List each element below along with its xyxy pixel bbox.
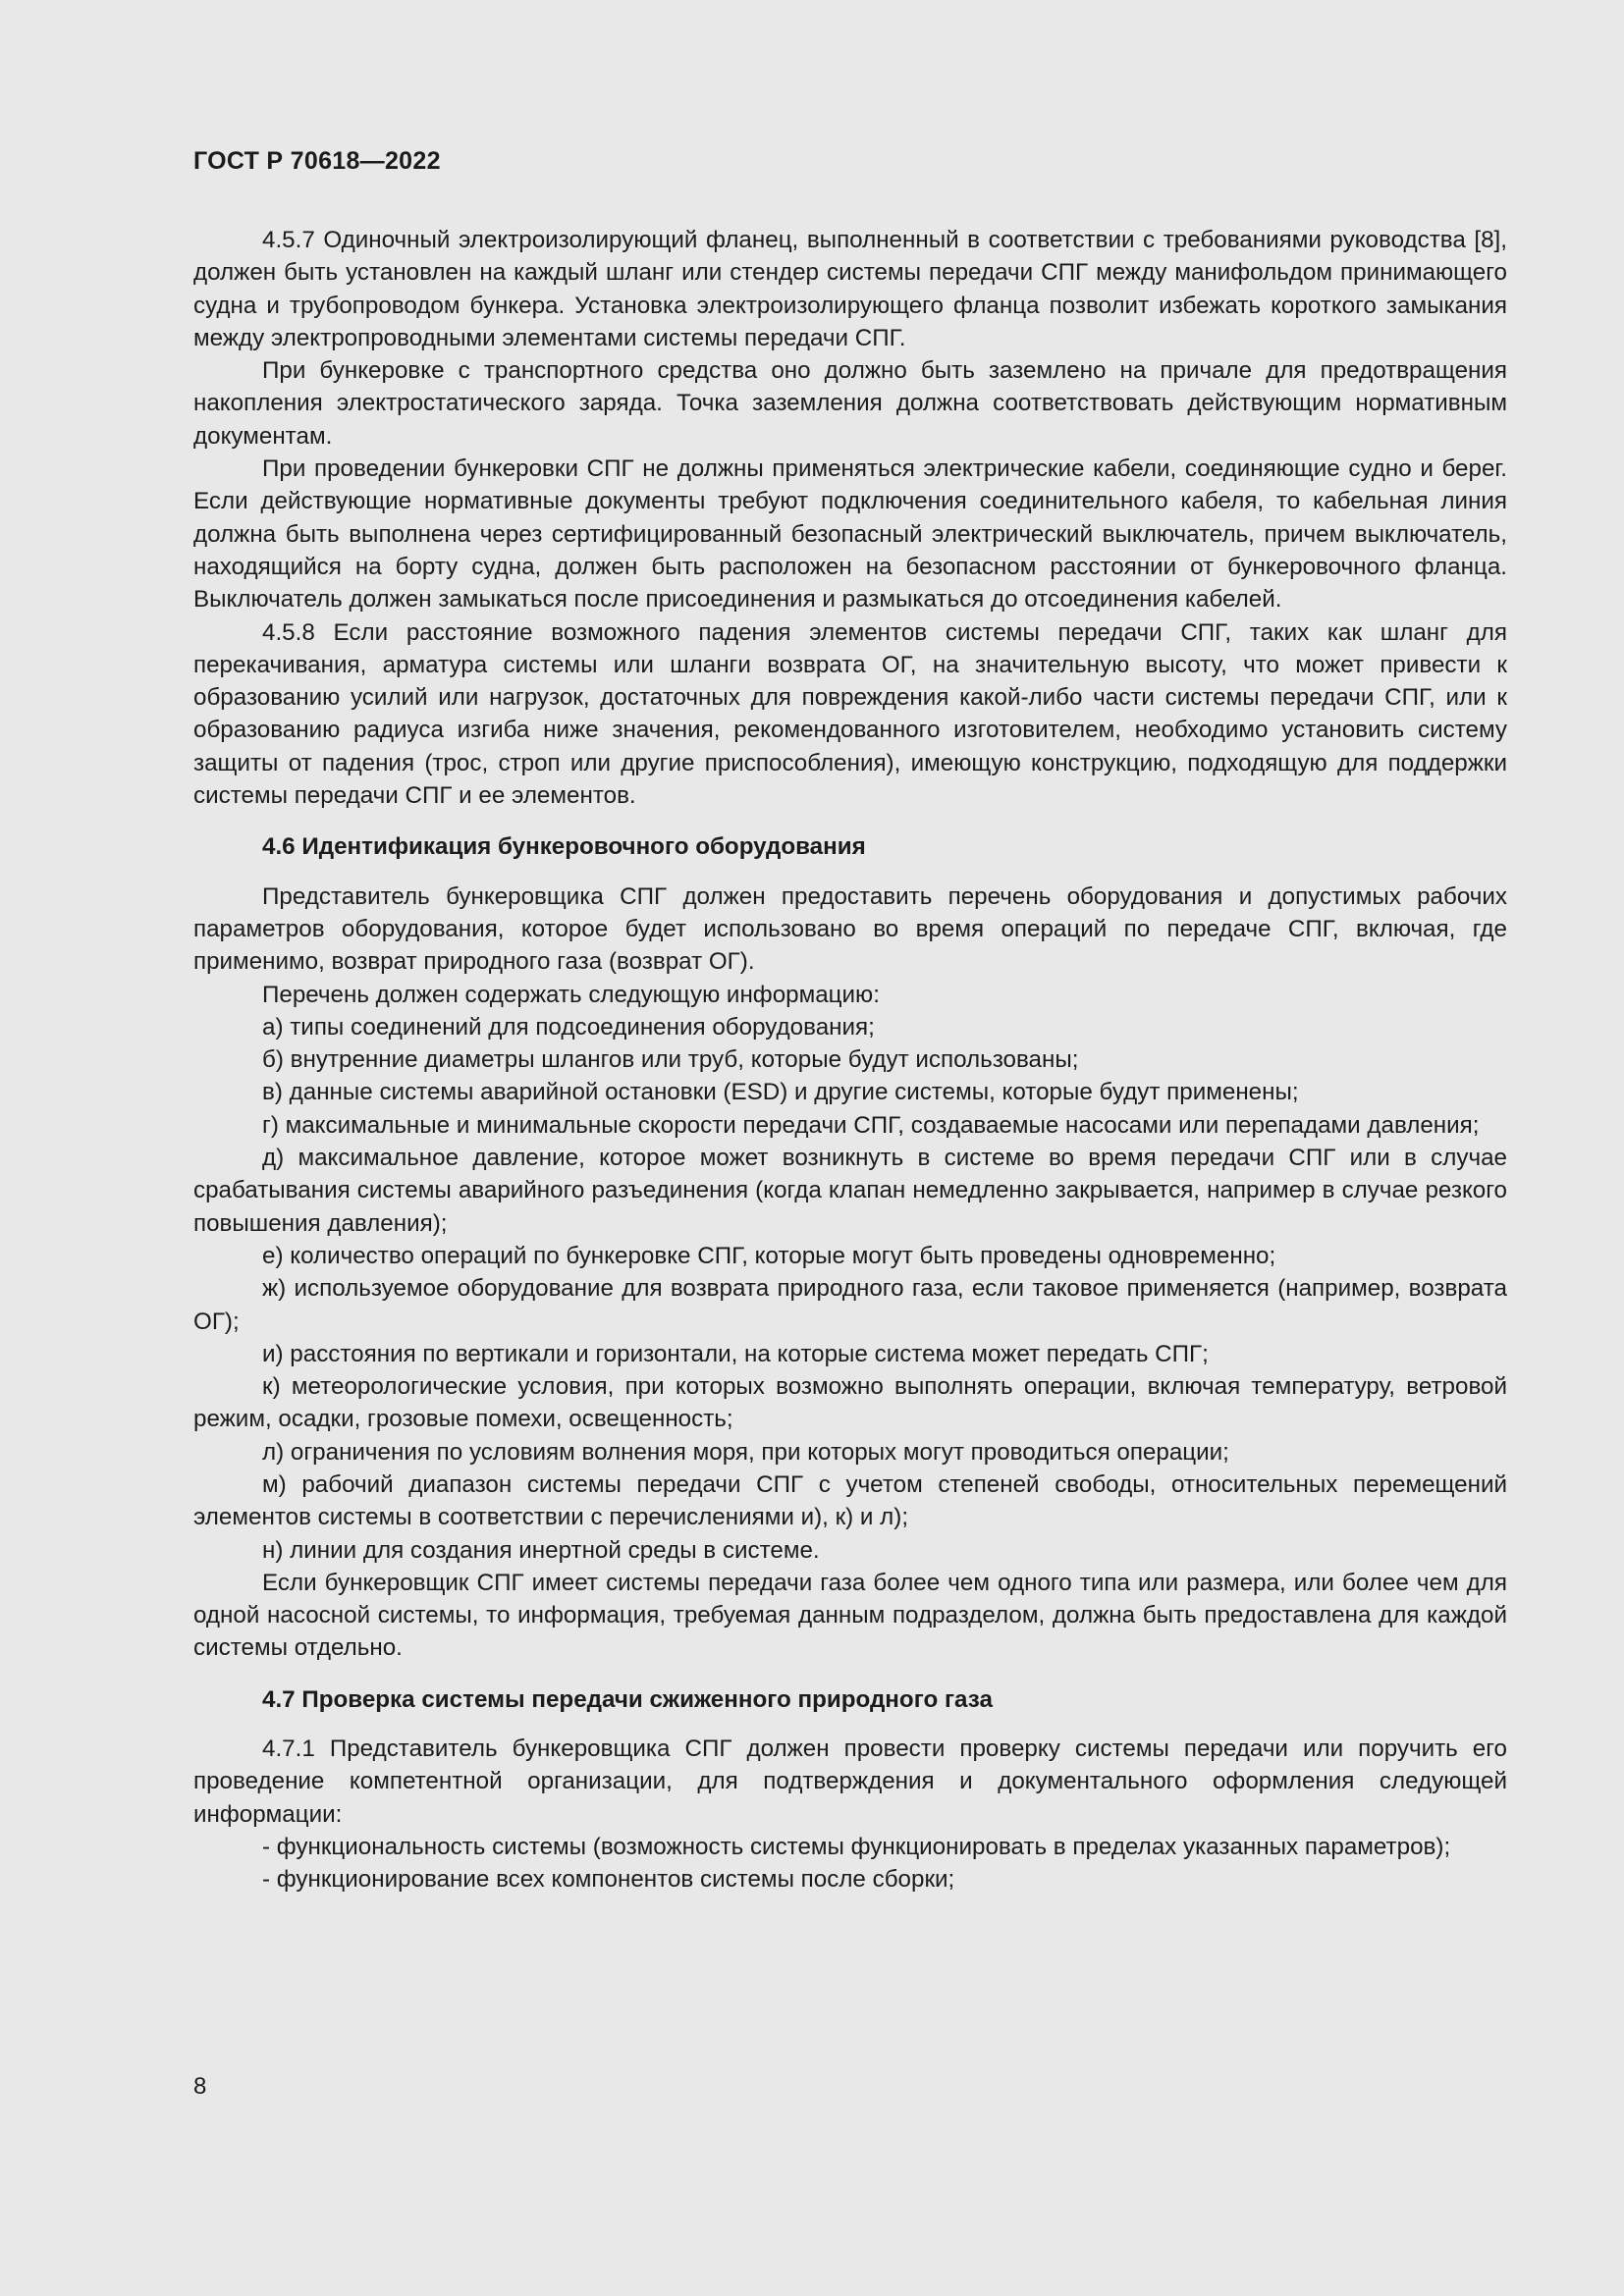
paragraph: м) рабочий диапазон системы передачи СПГ с учетом степеней свободы, относительных перемещений элементов системы в соответствии с перечислениями и), к) и л); [193,1470,1507,1531]
document-body [193,224,1507,1896]
document-id: ГОСТ Р 70618—2022 [193,147,441,175]
paragraph: а) типы соединений для подсоединения оборудования; [262,1013,875,1041]
paragraph: 4.7.1 Представитель бункеровщика СПГ должен провести проверку системы передачи или поручить его проведение компетентной организации, для подтверждения и документального оформления следующей информации: [193,1735,1507,1828]
paragraph: л) ограничения по условиям волнения моря, при которых могут проводиться операции; [262,1438,1229,1466]
paragraph: 4.5.7 Одиночный электроизолирующий фланец, выполненный в соответствии с требованиями руководства [8], должен быть установлен на каждый шланг или стендер системы передачи СПГ между манифольдом принимающего судна и трубопроводом бункера. Установка электроизолирующего фланца позволит избежать короткого замыкания между электропроводными элементами системы передачи СПГ. [193,227,1507,351]
paragraph: Перечень должен содержать следующую информацию: [262,981,880,1008]
section-heading: 4.7 Проверка системы передачи сжиженного природного газа [262,1685,993,1713]
paragraph: е) количество операций по бункеровке СПГ, которые могут быть проведены одновременно; [262,1242,1276,1269]
paragraph: б) внутренние диаметры шлангов или труб, которые будут использованы; [262,1046,1079,1074]
paragraph: 4.5.8 Если расстояние возможного падения элементов системы передачи СПГ, таких как шланг для перекачивания, арматура системы или шланги возврата ОГ, на значительную высоту, что может привести к образованию усилий или нагрузок, достаточных для повреждения какой-либо части системы передачи СПГ, или к образованию радиуса изгиба ниже значения, рекомендованного изготовителем, необходимо установить систему защиты от падения (трос, строп или другие приспособления), имеющую конструкцию, подходящую для поддержки системы передачи СПГ и ее элементов. [193,618,1507,810]
paragraph: к) метеорологические условия, при которых возможно выполнять операции, включая температуру, ветровой режим, осадки, грозовые помехи, освещенность; [193,1373,1507,1433]
paragraph: г) максимальные и минимальные скорости передачи СПГ, создаваемые насосами или перепадами давления; [262,1111,1480,1139]
paragraph: Если бункеровщик СПГ имеет системы передачи газа более чем одного типа или размера, или более чем для одной насосной системы, то информация, требуемая данным подразделом, должна быть предоставлена для каждой системы отдельно. [193,1569,1507,1662]
paragraph: При проведении бункеровки СПГ не должны применяться электрические кабели, соединяющие судно и берег. Если действующие нормативные документы требуют подключения соединительного кабеля, то кабельная линия должна быть выполнена через сертифицированный безопасный электрический выключатель, причем выключатель, находящийся на борту судна, должен быть расположен на безопасном расстоянии от бункеровочного фланца. Выключатель должен замыкаться после присоединения и размыкаться до отсоединения кабелей. [193,455,1507,614]
paragraph: в) данные системы аварийной остановки (ESD) и другие системы, которые будут применены; [262,1079,1299,1106]
page-number: 8 [193,2073,207,2100]
paragraph: - функционирование всех компонентов системы после сборки; [262,1866,955,1894]
paragraph: - функциональность системы (возможность системы функционировать в пределах указанных параметров); [262,1833,1451,1860]
paragraph: При бункеровке с транспортного средства оно должно быть заземлено на причале для предотвращения накопления электростатического заряда. Точка заземления должна соответствовать действующим нормативным документам. [193,357,1507,450]
paragraph: ж) используемое оборудование для возврата природного газа, если таковое применяется (например, возврата ОГ); [193,1275,1507,1335]
paragraph: Представитель бункеровщика СПГ должен предоставить перечень оборудования и допустимых рабочих параметров оборудования, которое будет использовано во время операций по передаче СПГ, включая, где применимо, возврат природного газа (возврат ОГ). [193,882,1507,976]
paragraph: д) максимальное давление, которое может возникнуть в системе во время передачи СПГ или в случае срабатывания системы аварийного разъединения (когда клапан немедленно закрывается, например в случае резкого повышения давления); [193,1145,1507,1237]
section-heading: 4.6 Идентификация бункеровочного оборудования [262,833,866,861]
paragraph: н) линии для создания инертной среды в системе. [262,1536,820,1564]
paragraph: и) расстояния по вертикали и горизонтали, на которые система может передать СПГ; [262,1340,1209,1367]
